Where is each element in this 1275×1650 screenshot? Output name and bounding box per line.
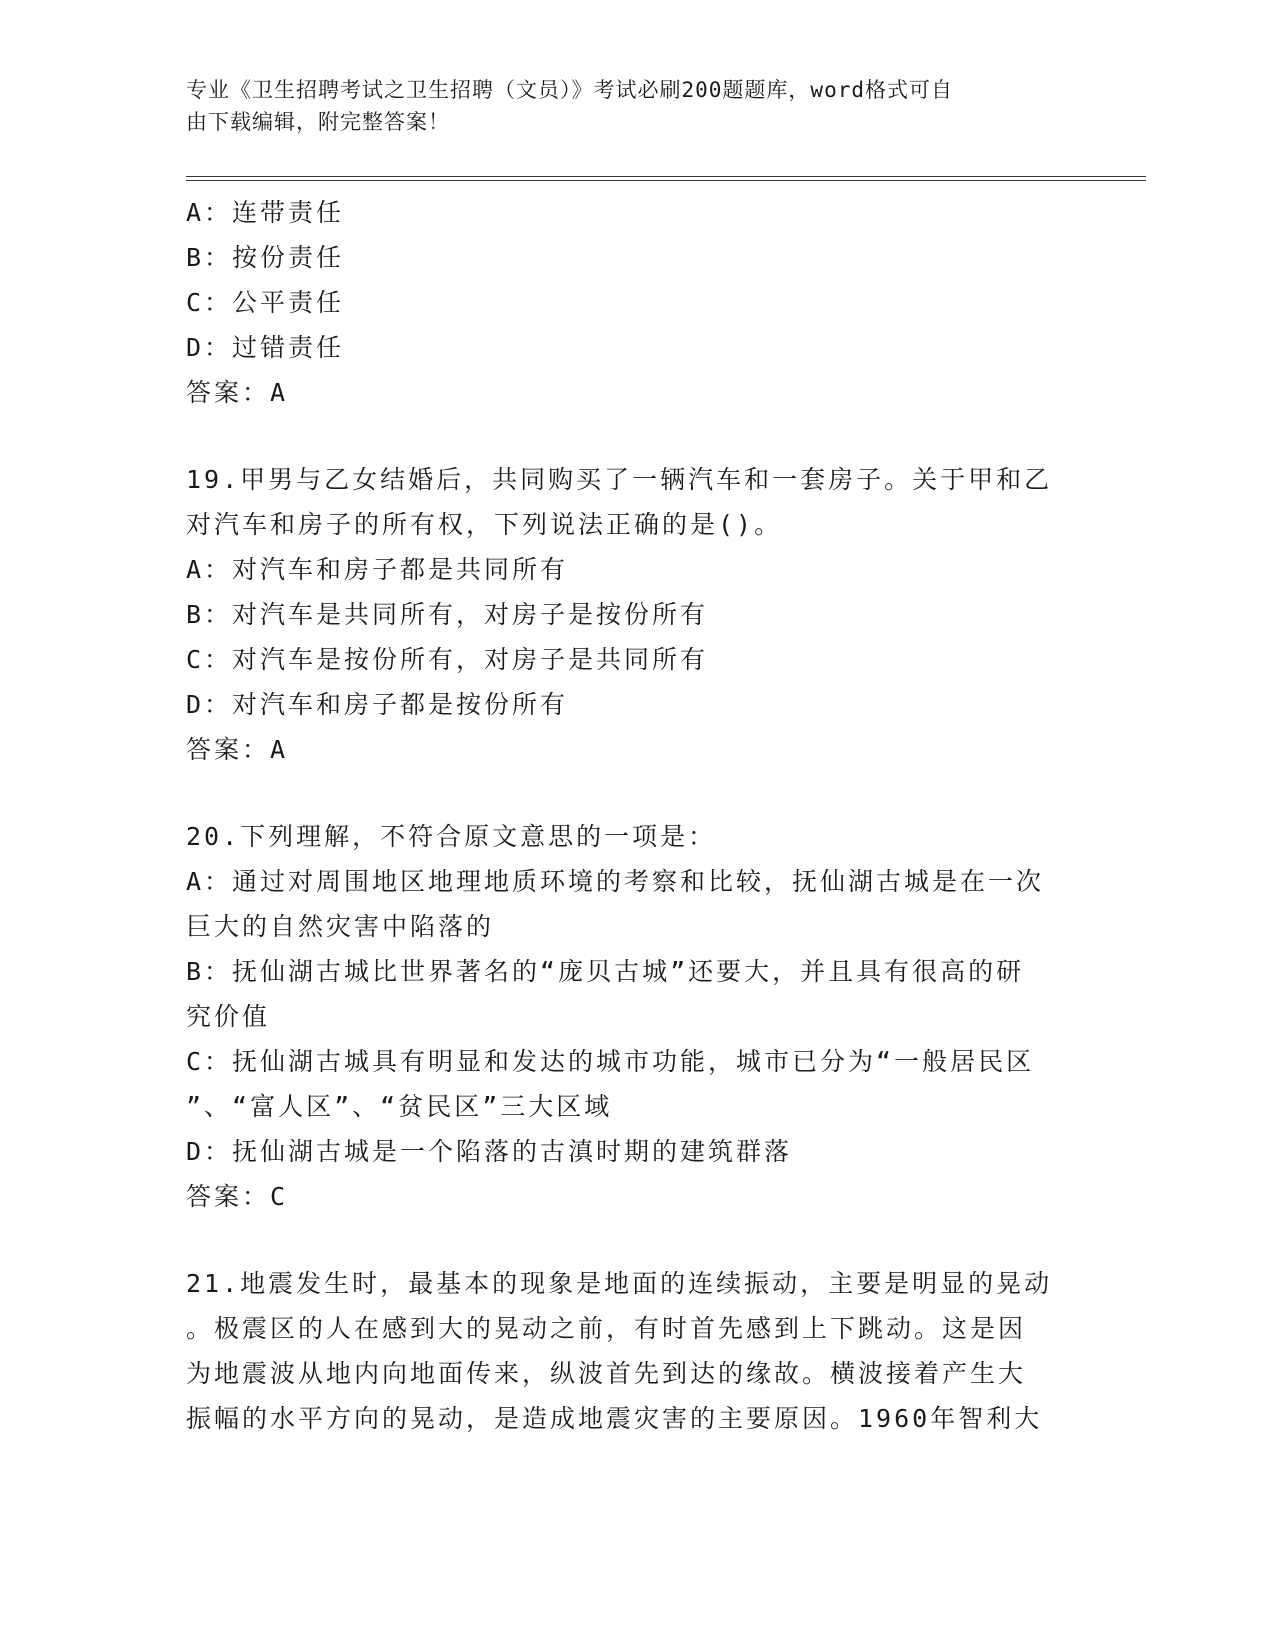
q21-line-3: 为地震波从地内向地面传来，纵波首先到达的缘故。横波接着产生大 <box>186 1359 1027 1388</box>
q18-option-d: D：过错责任 <box>186 333 345 362</box>
header-line-2: 由下载编辑，附完整答案！ <box>186 110 450 134</box>
question-21 <box>186 1261 1066 1441</box>
q20-option-a-line-1: A：通过对周围地区地理地质环境的考察和比较，抚仙湖古城是在一次 <box>186 867 1045 896</box>
q19-answer: 答案：A <box>186 735 289 764</box>
q19-option-a: A：对汽车和房子都是共同所有 <box>186 555 569 584</box>
q19-option-c: C：对汽车是按份所有，对房子是共同所有 <box>186 645 709 674</box>
header-line-1: 专业《卫生招聘考试之卫生招聘（文员）》考试必刷200题题库，word格式可自 <box>186 78 953 102</box>
q20-option-a-line-2: 巨大的自然灾害中陷落的 <box>186 912 495 941</box>
q18-option-b: B：按份责任 <box>186 243 345 272</box>
q18-option-c: C：公平责任 <box>186 288 345 317</box>
question-18-options <box>186 190 1066 415</box>
q20-option-b-line-2: 究价值 <box>186 1002 271 1031</box>
q18-option-a: A：连带责任 <box>186 198 345 227</box>
q21-line-1: 21.地震发生时，最基本的现象是地面的连续振动，主要是明显的晃动 <box>186 1269 1053 1298</box>
question-20 <box>186 814 1066 1219</box>
q20-option-b-line-1: B：抚仙湖古城比世界著名的“庞贝古城”还要大，并且具有很高的研 <box>186 957 1025 986</box>
q19-stem-line-1: 19.甲男与乙女结婚后，共同购买了一辆汽车和一套房子。关于甲和乙 <box>186 465 1053 494</box>
q20-answer: 答案：C <box>186 1182 289 1211</box>
q19-stem-line-2: 对汽车和房子的所有权，下列说法正确的是()。 <box>186 510 783 539</box>
q21-line-4: 振幅的水平方向的晃动，是造成地震灾害的主要原因。1960年智利大 <box>186 1404 1043 1433</box>
q19-option-b: B：对汽车是共同所有，对房子是按份所有 <box>186 600 709 629</box>
header-divider <box>186 176 1146 181</box>
q20-option-c-line-1: C：抚仙湖古城具有明显和发达的城市功能，城市已分为“一般居民区 <box>186 1047 1035 1076</box>
question-content <box>186 190 1066 1441</box>
q20-stem: 20.下列理解，不符合原文意思的一项是： <box>186 822 717 851</box>
q20-option-d: D：抚仙湖古城是一个陷落的古滇时期的建筑群落 <box>186 1137 793 1166</box>
question-19 <box>186 457 1066 772</box>
q19-option-d: D：对汽车和房子都是按份所有 <box>186 690 569 719</box>
q18-answer: 答案：A <box>186 378 289 407</box>
document-header <box>186 74 1066 138</box>
q21-line-2: 。极震区的人在感到大的晃动之前，有时首先感到上下跳动。这是因 <box>186 1314 1027 1343</box>
q20-option-c-line-2: ”、“富人区”、“贫民区”三大区域 <box>186 1092 613 1121</box>
